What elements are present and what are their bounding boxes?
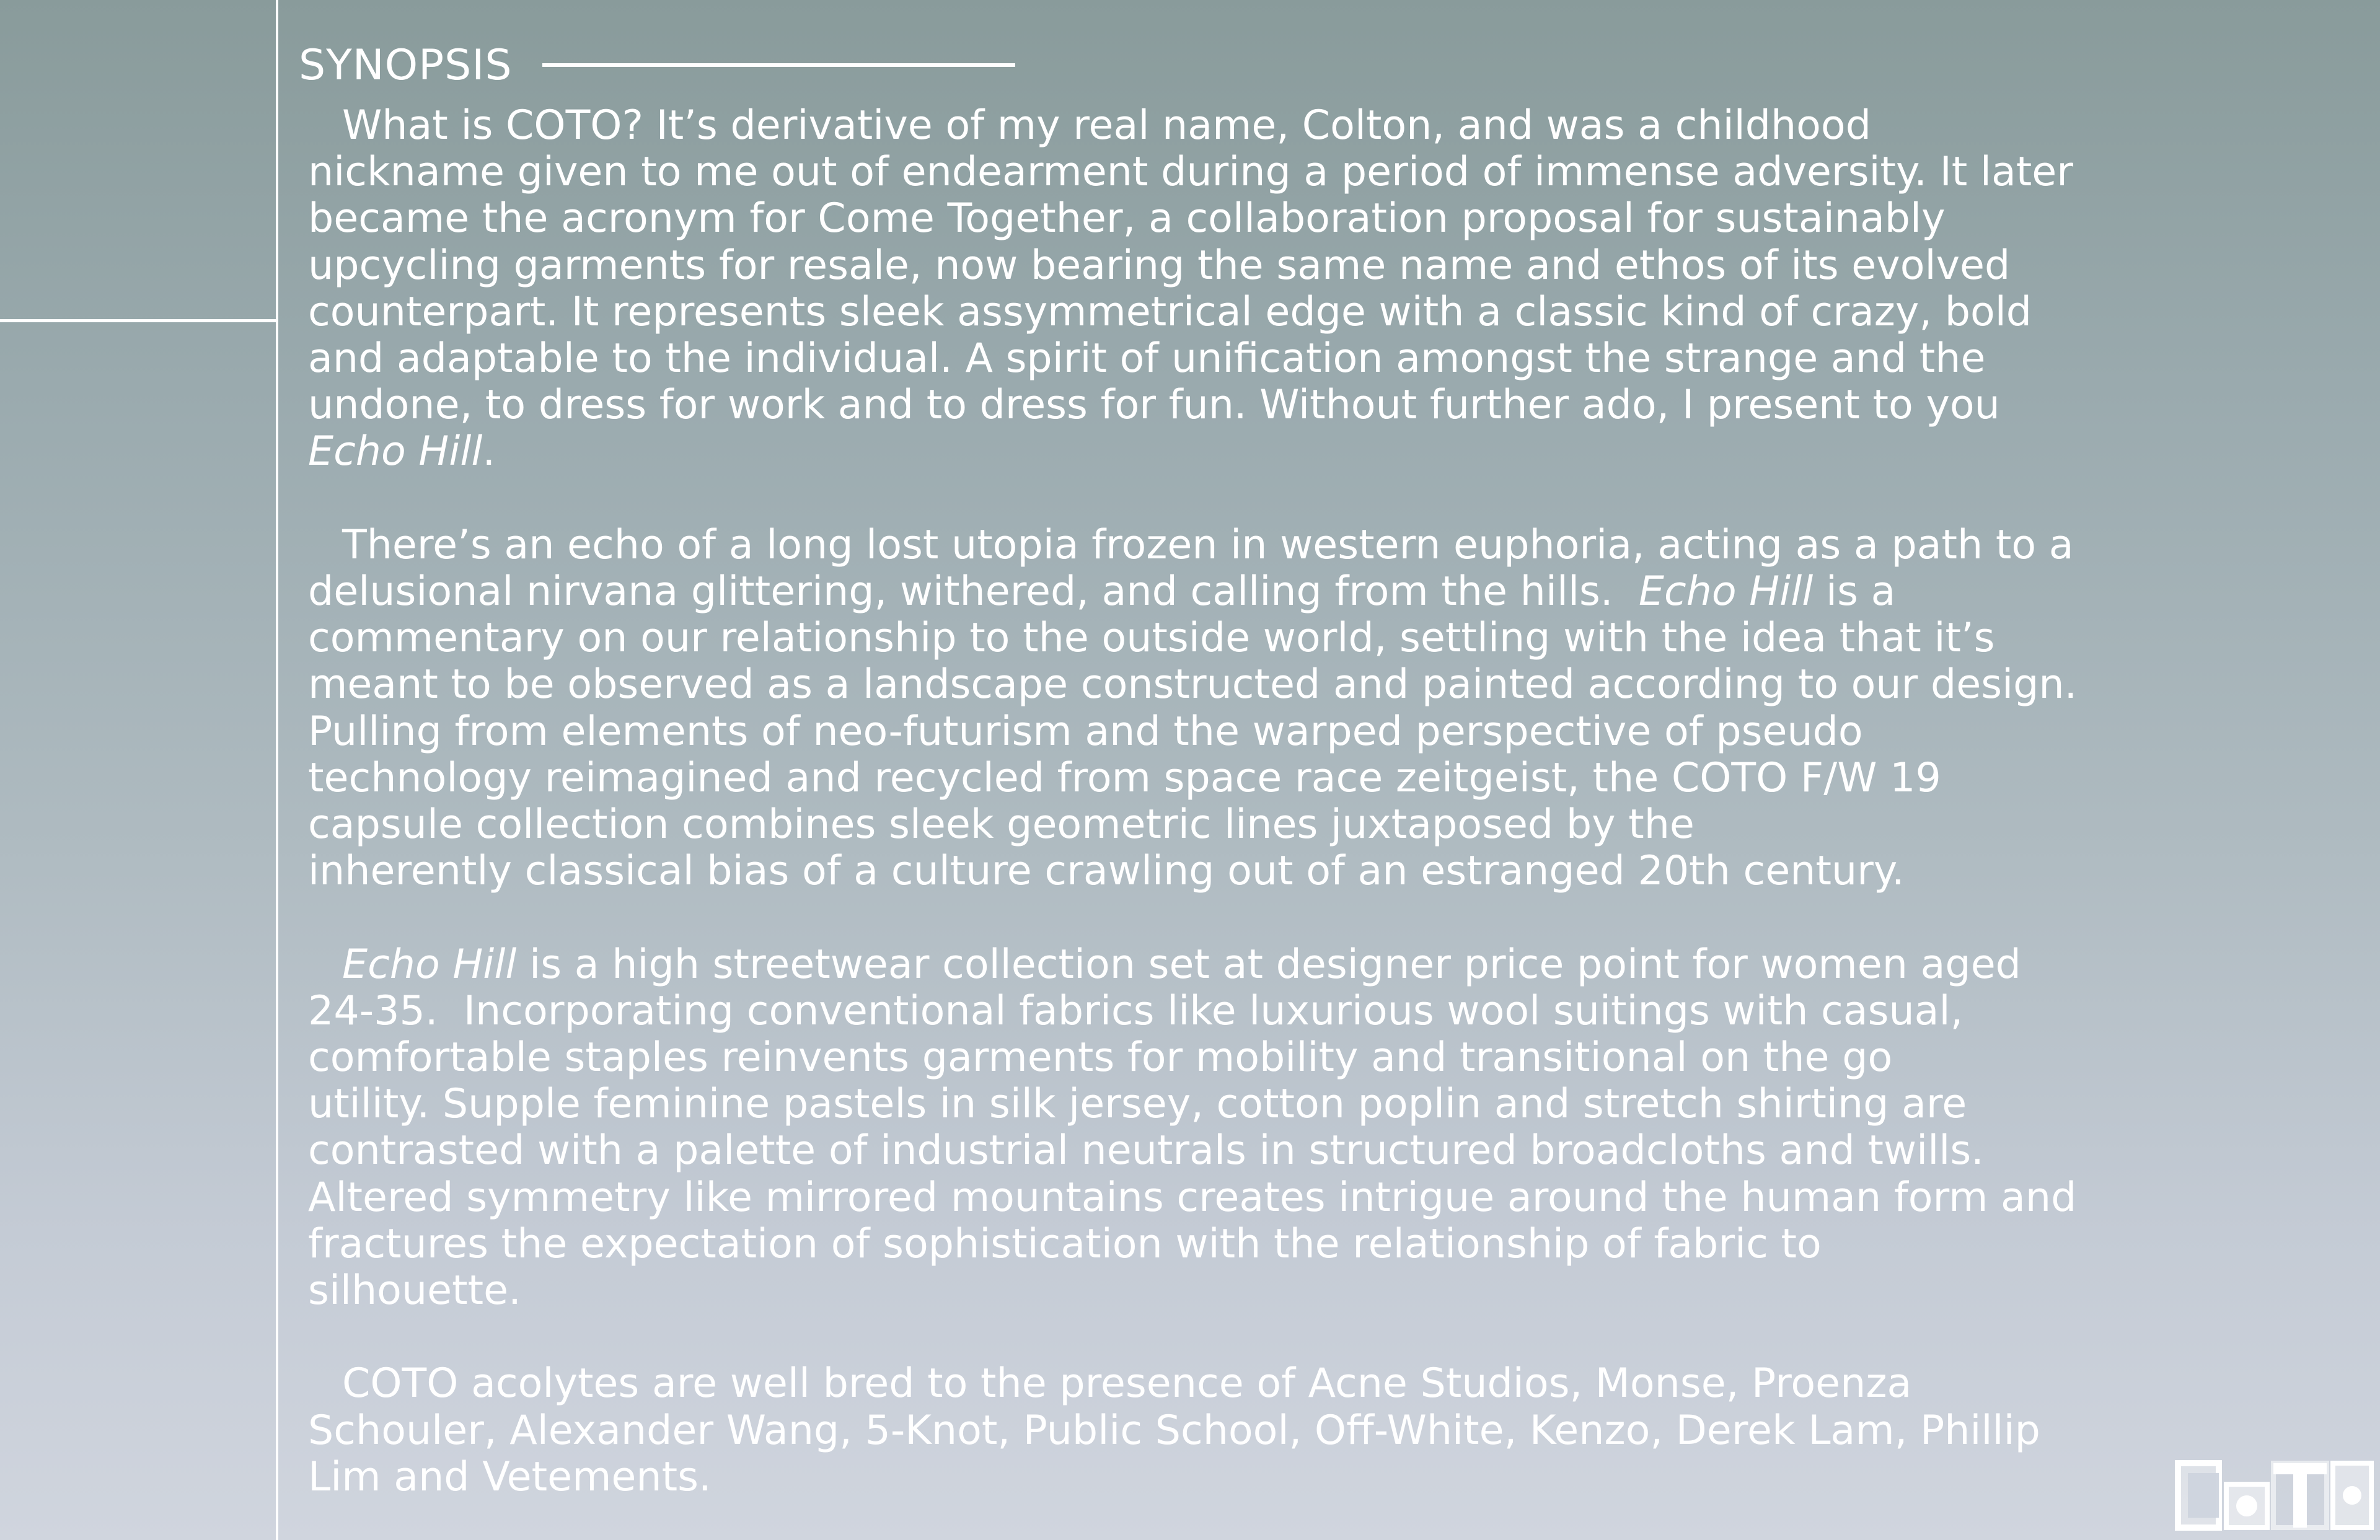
text-line: counterpart. It represents sleek assymmetrical edge with a classic kind of crazy, bold — [308, 288, 2032, 335]
collection-name: Echo Hill — [342, 941, 517, 988]
text-line: commentary on our relationship to the outside world, settling with the idea that it’s — [308, 615, 1995, 662]
vertical-divider-line — [276, 0, 278, 1540]
collection-name: Echo Hill — [308, 428, 483, 475]
section-heading: SYNOPSIS — [299, 41, 513, 90]
text-line: COTO acolytes are well bred to the presence of Acne Studios, Monse, Proenza — [342, 1360, 1912, 1407]
text-line: delusional nirvana glittering, withered, and calling from the hills. Echo Hill is a — [308, 568, 1896, 615]
text-line: nickname given to me out of endearment during a period of immense adversity. It later — [308, 149, 2073, 196]
text-line: technology reimagined and recycled from space race zeitgeist, the COTO F/W 19 — [308, 754, 1941, 801]
text-line: Echo Hill. — [308, 428, 496, 475]
text-line: Lim and Vetements. — [308, 1453, 712, 1500]
text-line: comfortable staples reinvents garments for mobility and transitional on the go — [308, 1034, 1893, 1081]
coto-logo-icon — [2174, 1459, 2376, 1533]
text-line: capsule collection combines sleek geometric lines juxtaposed by the — [308, 801, 1695, 848]
text-line: Schouler, Alexander Wang, 5-Knot, Public School, Off-White, Kenzo, Derek Lam, Phillip — [308, 1407, 2040, 1454]
collection-name: Echo Hill — [1638, 568, 1814, 615]
text-line: became the acronym for Come Together, a collaboration proposal for sustainably — [308, 195, 1946, 242]
text-line: Pulling from elements of neo-futurism and the warped perspective of pseudo — [308, 708, 1863, 755]
synopsis-body — [308, 102, 2105, 1500]
text-line: 24-35. Incorporating conventional fabrics like luxurious wool suitings with casual, — [308, 987, 1963, 1034]
text-line: meant to be observed as a landscape constructed and painted according to our design. — [308, 661, 2078, 708]
text-line: Altered symmetry like mirrored mountains creates intrigue around the human form and — [308, 1174, 2077, 1221]
paragraph-intro — [308, 102, 2105, 475]
text-line: and adaptable to the individual. A spirit of unification amongst the strange and the — [308, 335, 1986, 382]
text-line: inherently classical bias of a culture crawling out of an estranged 20th century. — [308, 848, 1905, 895]
text-line: undone, to dress for work and to dress for fun. Without further ado, I present to you — [308, 382, 2000, 429]
text-line: utility. Supple feminine pastels in silk jersey, cotton poplin and stretch shirting are — [308, 1081, 1967, 1128]
text-line: Echo Hill is a high streetwear collection set at designer price point for women aged — [342, 941, 2021, 988]
horizontal-accent-line — [0, 319, 277, 322]
text-line: fractures the expectation of sophistication with the relationship of fabric to — [308, 1220, 1822, 1267]
text-line: upcycling garments for resale, now bearing the same name and ethos of its evolved — [308, 242, 2011, 289]
text-line: silhouette. — [308, 1267, 521, 1314]
text-line: What is COTO? It’s derivative of my real name, Colton, and was a childhood — [342, 102, 1871, 149]
heading-underline-rule — [542, 63, 1015, 67]
paragraph-market — [308, 941, 2105, 1314]
text-line: contrasted with a palette of industrial neutrals in structured broadcloths and twills. — [308, 1127, 1984, 1174]
paragraph-concept — [308, 522, 2105, 895]
paragraph-audience — [308, 1360, 2105, 1500]
text-line: There’s an echo of a long lost utopia frozen in western euphoria, acting as a path to a — [342, 521, 2074, 568]
